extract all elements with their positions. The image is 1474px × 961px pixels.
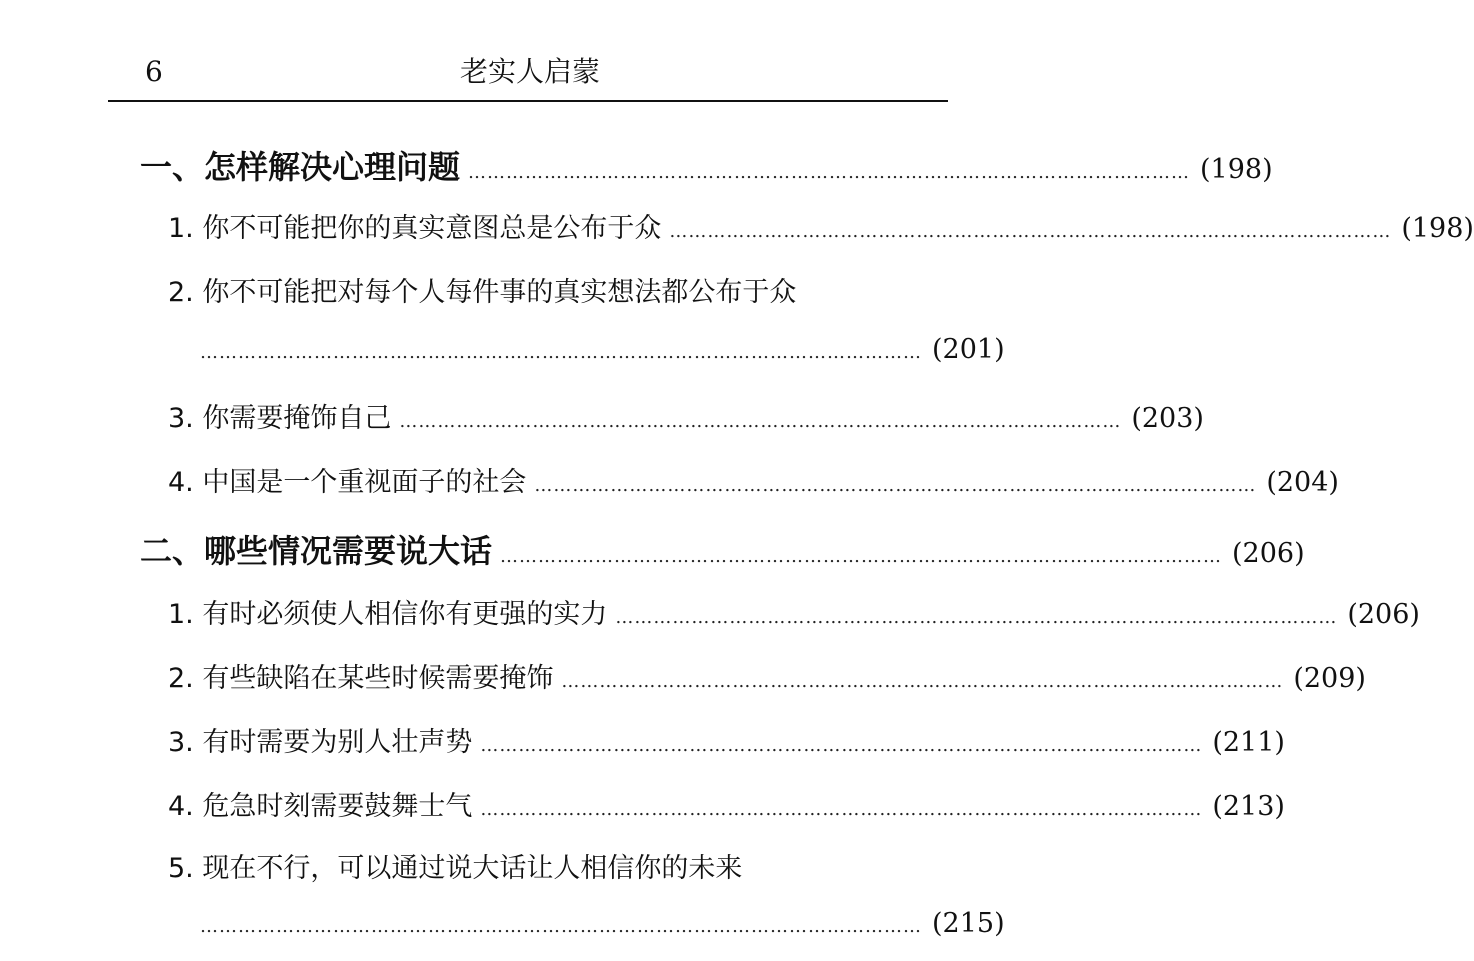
toc-page-number: (201): [932, 334, 1005, 365]
toc-page-number: (209): [1293, 663, 1366, 694]
toc-item-1-1[interactable]: [168, 206, 1474, 245]
toc-item-2-5-title[interactable]: 5. 现在不行，可以通过说大话让人相信你的未来: [168, 853, 743, 884]
leader-dots: ……………………………………………………………………………………………………: [200, 342, 922, 363]
page-number: 6: [145, 55, 163, 88]
leader-dots: ……………………………………………………………………………………………………: [200, 916, 922, 937]
toc-page-number: (198): [1401, 213, 1474, 244]
toc-item-1-4[interactable]: [168, 460, 1339, 499]
toc-item-1-2-title[interactable]: 2. 你不可能把对每个人每件事的真实想法都公布于众: [168, 277, 797, 308]
toc-item-title: 1. 有时必须使人相信你有更强的实力: [168, 599, 608, 630]
toc-page-number: (203): [1131, 403, 1204, 434]
toc-section-2[interactable]: [140, 526, 1305, 572]
toc-item-2-3[interactable]: [168, 720, 1285, 759]
leader-dots: ……………………………………………………………………………………………………: [561, 671, 1284, 692]
toc-section-title: 一、怎样解决心理问题: [140, 148, 461, 186]
leader-dots: ……………………………………………………………………………………………………: [669, 221, 1392, 242]
toc-section-1[interactable]: [140, 142, 1273, 188]
toc-page-number: (213): [1212, 791, 1285, 822]
toc-page-number: (211): [1212, 727, 1285, 758]
toc-page-number: (215): [932, 908, 1005, 939]
toc-page-number: (204): [1266, 467, 1339, 498]
toc-item-title: 4. 中国是一个重视面子的社会: [168, 467, 527, 498]
leader-dots: ……………………………………………………………………………………………………: [615, 607, 1338, 628]
toc-section-title: 二、哪些情况需要说大话: [140, 532, 493, 570]
leader-dots: ……………………………………………………………………………………………………: [480, 735, 1203, 756]
toc-item-title: 1. 你不可能把你的真实意图总是公布于众: [168, 213, 662, 244]
toc-item-1-2-continuation[interactable]: [200, 334, 1005, 365]
toc-page-number: (206): [1347, 599, 1420, 630]
toc-item-title: 4. 危急时刻需要鼓舞士气: [168, 791, 473, 822]
leader-dots: ……………………………………………………………………………………………………: [480, 799, 1203, 820]
toc-item-2-5-continuation[interactable]: [200, 908, 1005, 939]
toc-item-2-1[interactable]: [168, 592, 1420, 631]
toc-item-title: 3. 有时需要为别人壮声势: [168, 727, 473, 758]
running-title: 老实人启蒙: [459, 55, 600, 88]
toc-item-title: 2. 有些缺陷在某些时候需要掩饰: [168, 663, 554, 694]
toc-page-number: (198): [1200, 154, 1273, 185]
toc-item-2-2[interactable]: [168, 656, 1366, 695]
leader-dots: ……………………………………………………………………………………………………: [534, 475, 1257, 496]
leader-dots: ……………………………………………………………………………………………………: [399, 411, 1122, 432]
leader-dots: ……………………………………………………………………………………………………: [500, 546, 1223, 567]
toc-item-title: 3. 你需要掩饰自己: [168, 403, 392, 434]
leader-dots: ……………………………………………………………………………………………………: [468, 162, 1191, 183]
toc-item-2-4[interactable]: [168, 784, 1285, 823]
toc-item-1-3[interactable]: [168, 396, 1204, 435]
toc-page-number: (206): [1232, 538, 1305, 569]
